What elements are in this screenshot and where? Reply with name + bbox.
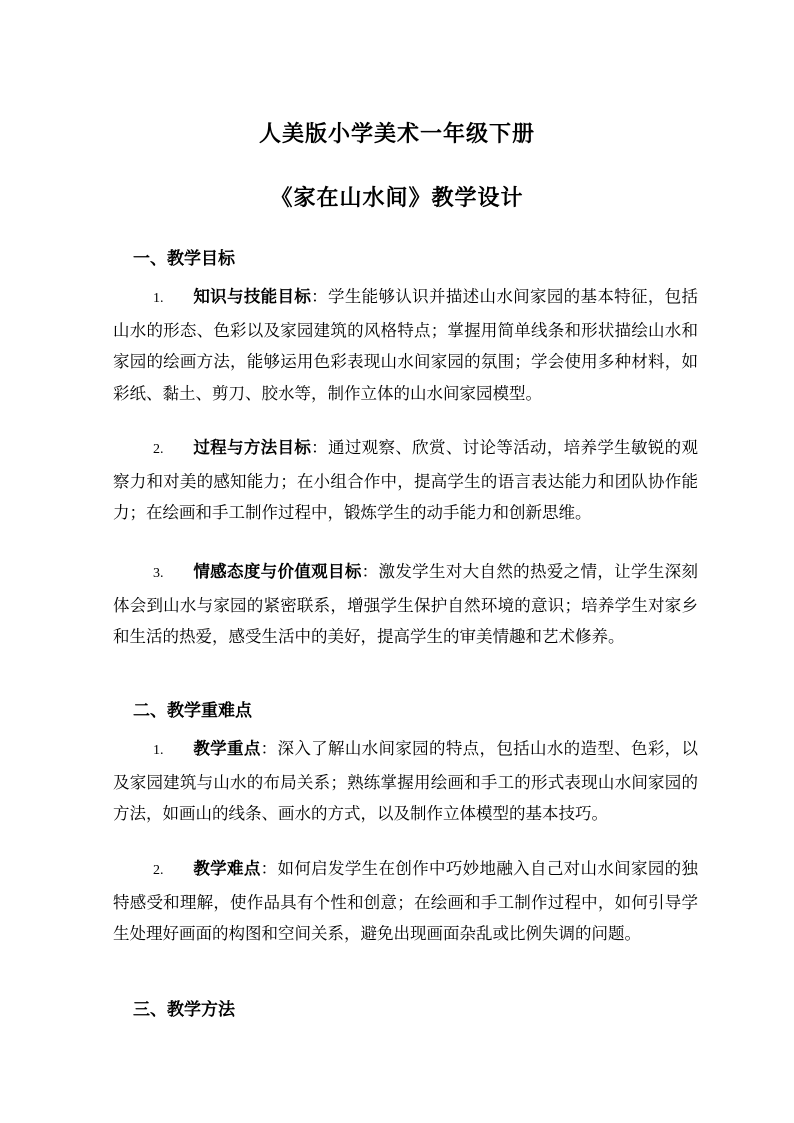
item-lead: 教学重点: [193, 739, 261, 758]
item-lead: 教学难点: [193, 859, 261, 878]
item-number: 2.: [153, 863, 164, 878]
item-number: 1.: [153, 743, 164, 758]
section-heading-methods: 三、教学方法: [133, 1000, 235, 1020]
item-text: ：通过观察、欣赏、讨论等活动，培养学生敏锐的观察力和对美的感知能力；在小组合作中，提高学生的语言表达能力和团队协作能力；在绘画和手工制作过程中，锻炼学生的动手能力和创新思维。: [113, 438, 699, 522]
document-subtitle: 《家在山水间》教学设计: [270, 186, 524, 211]
document-title: 人美版小学美术一年级下册: [258, 122, 535, 147]
item-text: ：激发学生对大自然的热爱之情，让学生深刻体会到山水与家园的紧密联系，增强学生保护自然环境的意识；培养学生对家乡和生活的热爱，感受生活中的美好，提高学生的审美情趣和艺术修养。: [113, 562, 699, 646]
objective-item-1: [113, 281, 698, 409]
key-point-item-1: [113, 733, 698, 830]
item-lead: 知识与技能目标: [193, 287, 312, 306]
objective-item-2: [113, 432, 698, 529]
item-lead: 过程与方法目标: [193, 438, 312, 457]
item-number: 3.: [153, 566, 164, 581]
item-text: ：深入了解山水间家园的特点，包括山水的造型、色彩，以及家园建筑与山水的布局关系；熟练掌握用绘画和手工的形式表现山水间家园的方法，如画山的线条、画水的方式，以及制作立体模型的基本技巧。: [113, 739, 699, 823]
item-number: 2.: [153, 442, 164, 457]
item-text: ：如何启发学生在创作中巧妙地融入自己对山水间家园的独特感受和理解，使作品具有个性和创意；在绘画和手工制作过程中，如何引导学生处理好画面的构图和空间关系，避免出现画面杂乱或比例失调的问题。: [113, 859, 699, 943]
section-heading-key-points: 二、教学重难点: [133, 701, 252, 721]
item-text: ：学生能够认识并描述山水间家园的基本特征，包括山水的形态、色彩以及家园建筑的风格特点；掌握用简单线条和形状描绘山水和家园的绘画方法，能够运用色彩表现山水间家园的氛围；学会使用多种材料，如彩纸、黏土、剪刀、胶水等，制作立体的山水间家园模型。: [113, 287, 699, 403]
section-heading-objectives: 一、教学目标: [133, 249, 235, 269]
key-point-item-2: [113, 853, 698, 950]
objective-item-3: [113, 556, 698, 653]
item-number: 1.: [153, 291, 164, 306]
item-lead: 情感态度与价值观目标: [193, 562, 362, 581]
